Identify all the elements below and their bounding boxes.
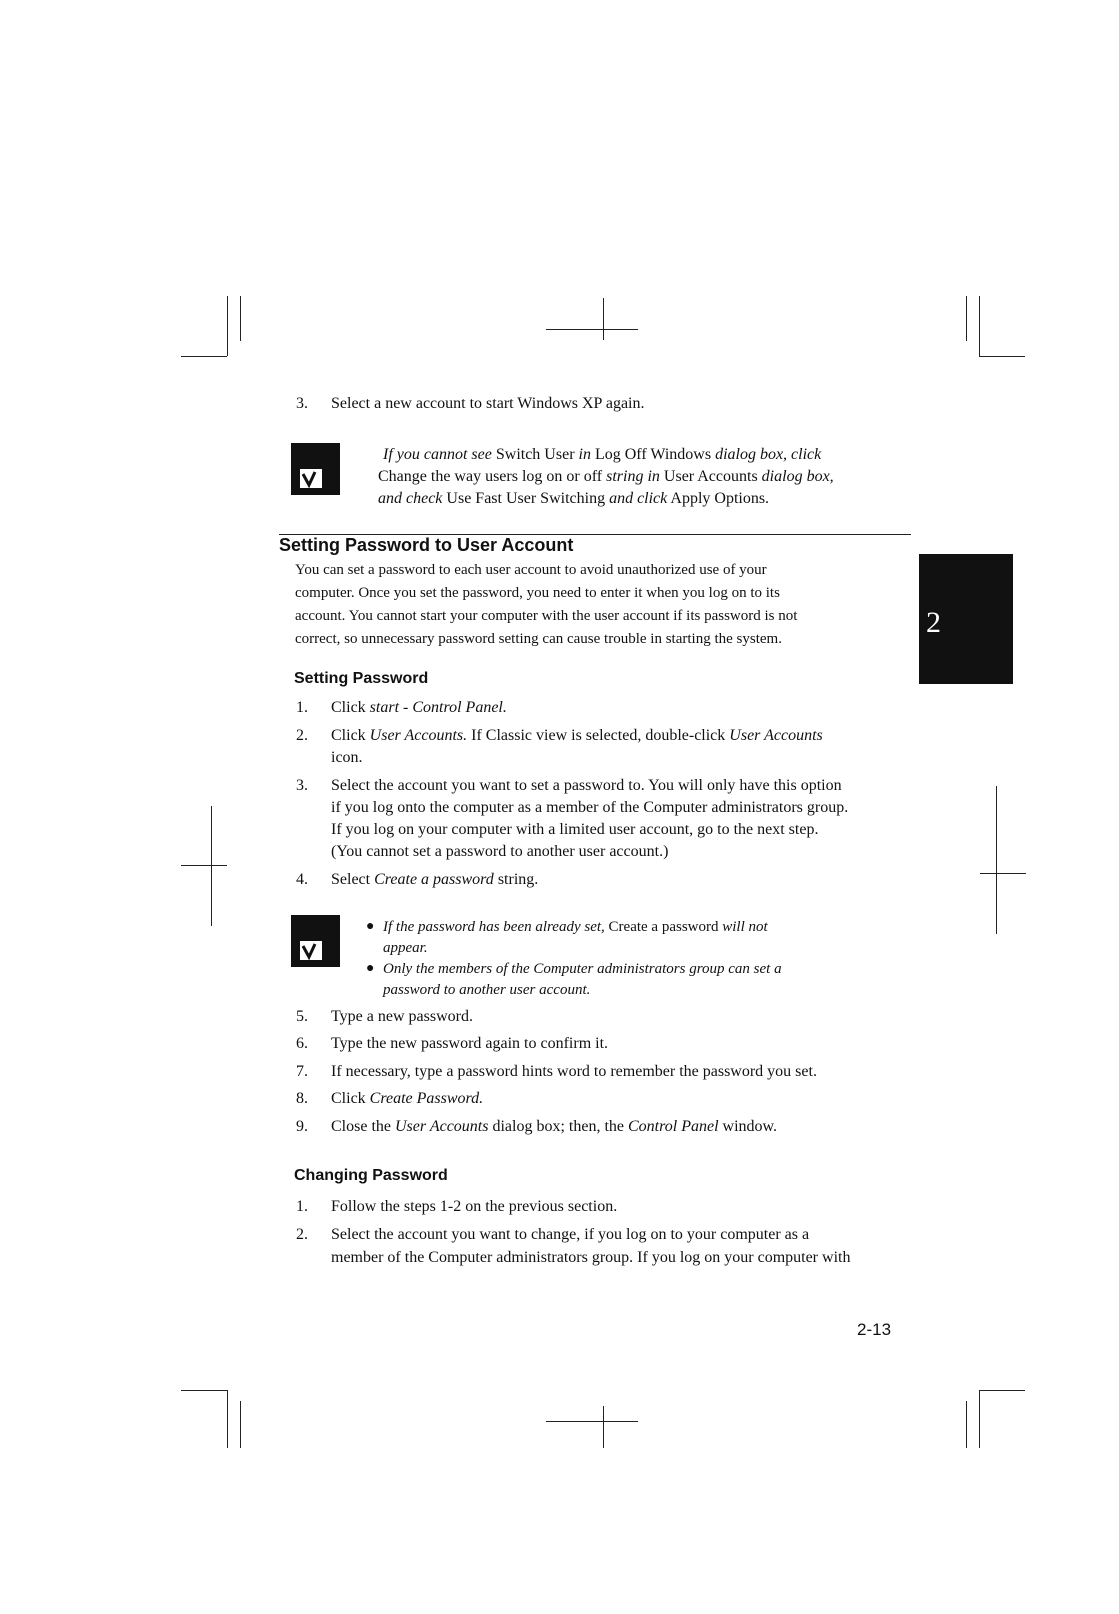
step-text-plain: window. xyxy=(718,1118,778,1135)
note-check-icon xyxy=(291,915,340,967)
note-text: Switch User xyxy=(491,446,579,463)
note-text-italic: dialog box, click xyxy=(715,446,822,463)
step-text-italic: User Accounts. xyxy=(369,727,468,744)
step-text: Follow the steps 1-2 on the previous section. xyxy=(331,1198,618,1215)
chapter-tab xyxy=(919,554,1013,684)
step-text-plain: Click xyxy=(331,1090,370,1107)
step-text: (You cannot set a password to another user account.) xyxy=(331,843,669,860)
subsection-title-setting-password: Setting Password xyxy=(294,670,429,687)
note-text-italic: and click xyxy=(609,490,668,507)
step-number: 3. xyxy=(296,777,308,794)
step-text-continued: icon. xyxy=(331,749,363,766)
step-text-plain: Select xyxy=(331,871,375,888)
step-text: Type the new password again to confirm it. xyxy=(331,1035,609,1052)
step-text-italic: start - Control Panel. xyxy=(369,699,507,716)
step-number: 7. xyxy=(296,1063,308,1080)
note-text-italic: If the password has been already set, xyxy=(383,919,605,935)
step-text xyxy=(331,1116,777,1138)
note-text: Apply Options. xyxy=(667,490,770,507)
note-bullet-text-continued: appear. xyxy=(383,940,428,956)
step-text-italic: Create Password. xyxy=(369,1090,484,1107)
step-text-italic: User Accounts xyxy=(729,727,823,744)
step-text: If necessary, type a password hints word to remember the password you set. xyxy=(331,1063,817,1080)
checkmark-icon xyxy=(300,469,322,488)
note-text-italic: dialog box, xyxy=(761,468,834,485)
step-text-plain: dialog box; then, the xyxy=(488,1118,628,1135)
bullet-icon: ● xyxy=(366,919,375,934)
note-text-italic: will not xyxy=(722,919,768,935)
note-1-line-3 xyxy=(378,488,769,510)
step-text-italic: Create a password xyxy=(374,871,494,888)
step-number: 1. xyxy=(296,1198,308,1215)
page-number: 2-13 xyxy=(857,1320,892,1339)
intro-line: computer. Once you set the password, you need to enter it when you log on to its xyxy=(295,585,780,601)
step-number: 8. xyxy=(296,1090,308,1107)
note-text-italic: string in xyxy=(606,468,660,485)
intro-line: You can set a password to each user account to avoid unauthorized use of your xyxy=(295,562,767,578)
step-number: 9. xyxy=(296,1118,308,1135)
step-text-plain: If Classic view is selected, double-click xyxy=(467,727,730,744)
note-check-icon xyxy=(291,443,340,495)
step-number: 6. xyxy=(296,1035,308,1052)
note-bullet-text-continued: password to another user account. xyxy=(383,982,591,998)
step-text: If you log on your computer with a limited user account, go to the next step. xyxy=(331,821,819,838)
intro-line: account. You cannot start your computer with the user account if its password is not xyxy=(295,608,798,624)
step-text-plain: string. xyxy=(493,871,539,888)
step-text-italic: User Accounts xyxy=(395,1118,489,1135)
step-text-italic: Control Panel xyxy=(628,1118,719,1135)
step-number: 1. xyxy=(296,699,308,716)
note-bullet-text: Only the members of the Computer administrators group can set a xyxy=(383,961,782,977)
step-text: Type a new password. xyxy=(331,1008,473,1025)
checkmark-icon xyxy=(300,941,322,960)
note-1-line-2 xyxy=(378,466,834,488)
step-text: member of the Computer administrators group. If you log on your computer with xyxy=(331,1249,851,1266)
step-number: 5. xyxy=(296,1008,308,1025)
subsection-title-changing-password: Changing Password xyxy=(294,1167,448,1184)
step-number: 3. xyxy=(296,395,308,412)
bullet-icon: ● xyxy=(366,961,375,976)
note-text: Change the way users log on or off xyxy=(378,468,607,485)
note-text: User Accounts xyxy=(659,468,762,485)
intro-line: correct, so unnecessary password setting can cause trouble in starting the system. xyxy=(295,631,782,647)
step-number: 2. xyxy=(296,1226,308,1243)
note-1-line-1 xyxy=(383,444,821,466)
step-text-plain: Click xyxy=(331,699,370,716)
step-number: 4. xyxy=(296,871,308,888)
step-text: if you log onto the computer as a member of the Computer administrators group. xyxy=(331,799,849,816)
section-title: Setting Password to User Account xyxy=(279,535,574,555)
chapter-number: 2 xyxy=(926,606,941,639)
note-text: Use Fast User Switching xyxy=(442,490,610,507)
step-text xyxy=(331,1088,483,1110)
step-text xyxy=(331,725,823,747)
note-text: Create a password xyxy=(604,919,723,935)
step-text xyxy=(331,697,507,719)
note-text-italic: in xyxy=(578,446,591,463)
step-number: 2. xyxy=(296,727,308,744)
note-text: Log Off Windows xyxy=(590,446,716,463)
note-bullet-text xyxy=(383,916,768,938)
step-text: Select a new account to start Windows XP again. xyxy=(331,395,645,412)
step-text: Select the account you want to set a password to. You will only have this option xyxy=(331,777,842,794)
step-text-plain: Close the xyxy=(331,1118,395,1135)
step-text-plain: Click xyxy=(331,727,370,744)
step-text xyxy=(331,869,538,891)
step-text: Select the account you want to change, if you log on to your computer as a xyxy=(331,1226,810,1243)
note-text-italic: and check xyxy=(378,490,443,507)
note-text-italic: If you cannot see xyxy=(383,446,492,463)
